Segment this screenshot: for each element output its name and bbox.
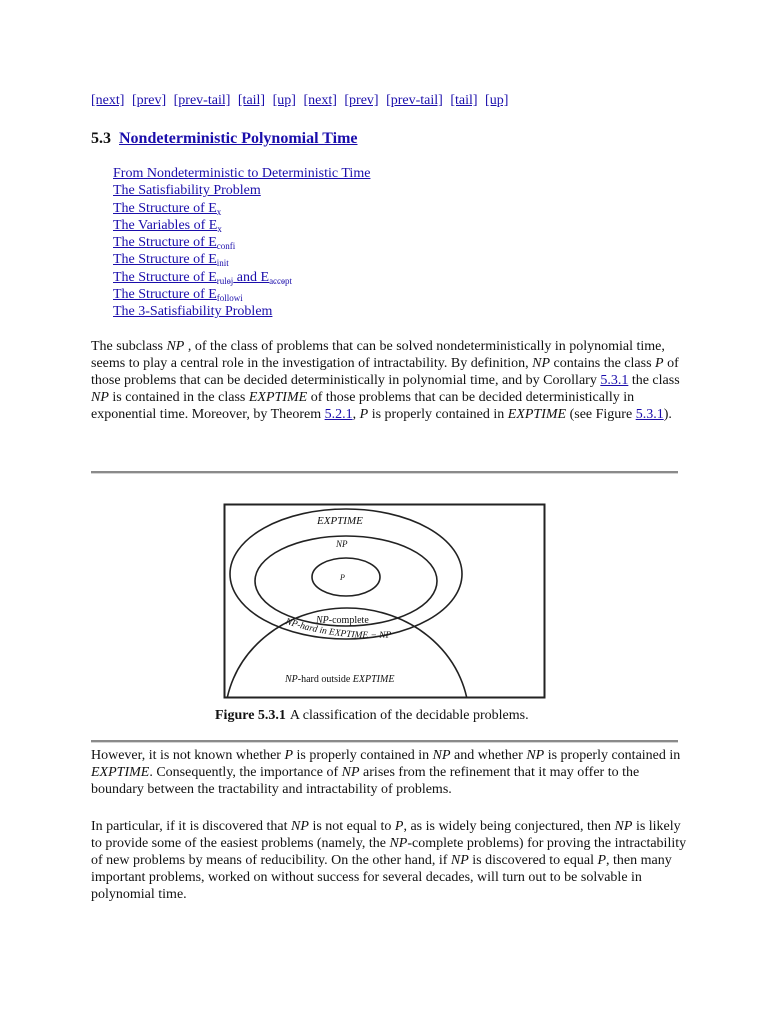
- toc-link[interactable]: The Satisfiability Problem: [113, 183, 261, 199]
- caption-text: A classification of the decidable problems.: [289, 708, 529, 723]
- nav-next-link[interactable]: [next]: [91, 93, 125, 108]
- nav-prev-link[interactable]: [prev]: [131, 93, 167, 108]
- nav-prev-tail-link[interactable]: [prev-tail]: [386, 93, 443, 108]
- body-paragraph: In particular, if it is discovered that NP is not equal to P, as is widely being conjectured, then NP is likely to provide some of the easiest problems (namely, the NP-complete problems) for proving the intractability of new problems by means of reducibility. On the other hand, if NP is discovered to equal P, then many important problems, worked on without success for several decades, will turn out to be solvable in polynomial time.: [91, 819, 687, 902]
- toc-link[interactable]: The 3-Satisfiability Problem: [113, 304, 273, 320]
- toc-link[interactable]: The Structure of $E_{confi}$: [113, 235, 236, 252]
- toc-link[interactable]: The Structure of $E_{followi}$: [113, 287, 243, 304]
- toc-link[interactable]: The Structure of $E_x$: [113, 200, 222, 217]
- np-complete-label: NP-complete: [316, 615, 369, 626]
- theorem-link[interactable]: 5.2.1: [324, 407, 353, 422]
- toc-link[interactable]: The Structure of $E_{init}$: [113, 252, 229, 269]
- p-label: P: [340, 573, 345, 582]
- nav-next-link[interactable]: [next]: [303, 93, 337, 108]
- horizontal-rule: [91, 471, 678, 474]
- exptime-label: EXPTIME: [317, 515, 363, 527]
- table-of-contents: [113, 165, 370, 321]
- body-paragraph: However, it is not known whether P is properly contained in NP and whether NP is properly contained in EXPTIME. Consequently, the importance of NP arises from the refinement that it may offer to the boundary between the tractability and intractability of problems.: [91, 748, 681, 797]
- nav-up-link[interactable]: [up]: [485, 93, 509, 108]
- np-hard-outside-label: NP-hard outside EXPTIME: [285, 674, 395, 685]
- corollary-link[interactable]: 5.3.1: [600, 373, 629, 388]
- nav-prev-link[interactable]: [prev]: [344, 93, 379, 108]
- np-label: NP: [336, 539, 348, 549]
- section-heading: [91, 129, 358, 148]
- figure-caption: [215, 707, 529, 724]
- section-number: 5.3: [91, 130, 111, 147]
- nav-tail-link[interactable]: [tail]: [237, 93, 266, 108]
- toc-link[interactable]: The Variables of $E_x$: [113, 217, 222, 234]
- np-hard-in-exptime-label: NP-hard in EXPTIME − NP: [284, 616, 392, 642]
- figure-diagram: [223, 503, 546, 699]
- figure-link[interactable]: 5.3.1: [635, 407, 664, 422]
- caption-label: Figure 5.3.1: [215, 708, 286, 723]
- nav-tail-link[interactable]: [tail]: [450, 93, 478, 108]
- figure-frame: [225, 505, 545, 698]
- toc-link[interactable]: The Structure of $E_{rulej}$ and $E_{accept}$: [113, 269, 293, 286]
- nav-up-link[interactable]: [up]: [272, 93, 296, 108]
- section-title-link[interactable]: Nondeterministic Polynomial Time: [119, 130, 358, 147]
- nav-prev-tail-link[interactable]: [prev-tail]: [173, 93, 231, 108]
- intro-paragraph: The subclass NP , of the class of problems that can be solved nondeterministically in polynomial time, seems to play a central role in the investigation of intractability. By definition, NP contains the class P of those problems that can be decided deterministically in polynomial time, and by Corollary 5.3.1 the class NP is contained in the class EXPTIME of those problems that can be decided deterministically in exponential time. Moreover, by Theorem 5.2.1, P is properly contained in EXPTIME (see Figure 5.3.1).: [91, 339, 680, 422]
- toc-link[interactable]: From Nondeterministic to Deterministic Time: [113, 166, 371, 181]
- navigation-bar: [91, 92, 512, 109]
- horizontal-rule: [91, 740, 678, 743]
